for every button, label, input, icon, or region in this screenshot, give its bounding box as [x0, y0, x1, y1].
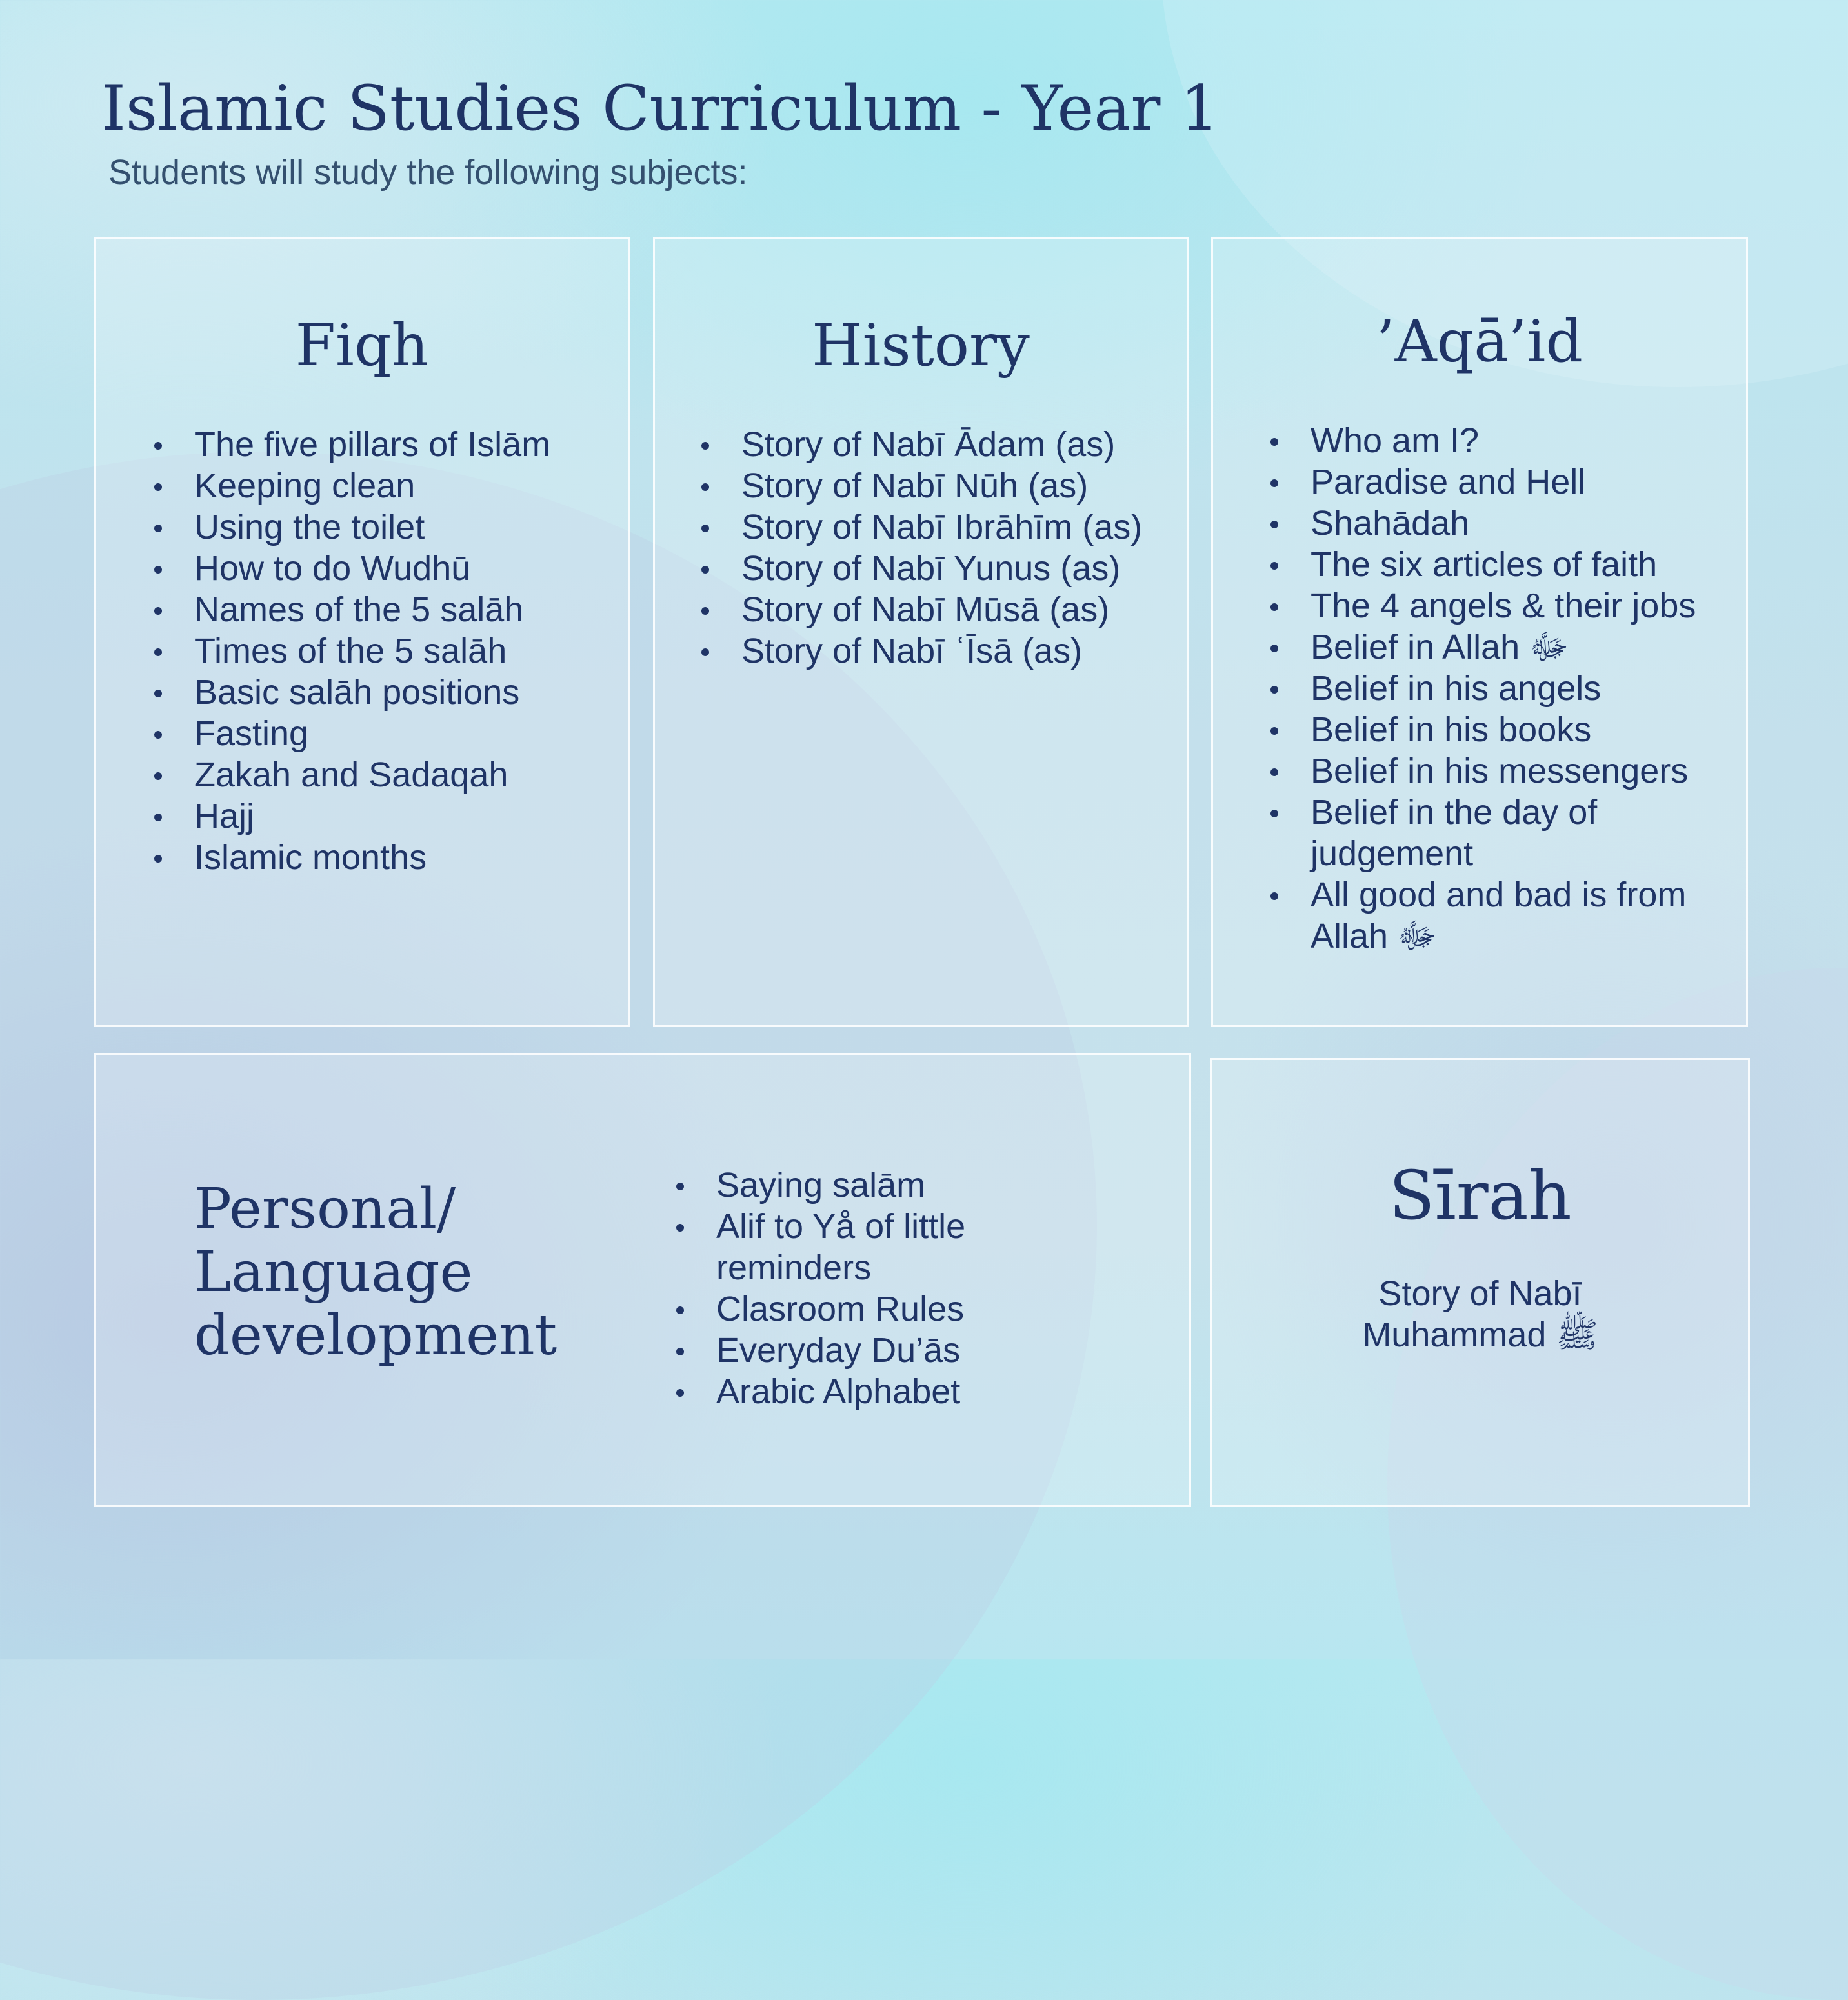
list-item: Who am I?: [1267, 420, 1705, 461]
list-item: Story of Nabī Ādam (as): [698, 424, 1142, 465]
list-item: Story of Nabī Nūh (as): [698, 465, 1142, 506]
list-item: Story of Nabī Mūsā (as): [698, 589, 1142, 630]
list-item: Clasroom Rules: [672, 1288, 1034, 1330]
personal-title: [194, 1177, 556, 1367]
list-item: Everyday Du’ās: [672, 1330, 1034, 1371]
list-item: Using the toilet: [150, 506, 550, 548]
list-item: Arabic Alphabet: [672, 1371, 1034, 1412]
history-list: [698, 424, 1142, 672]
fiqh-list: [150, 424, 550, 878]
list-item: Basic salāh positions: [150, 672, 550, 713]
page-title: Islamic Studies Curriculum - Year 1: [101, 72, 1220, 145]
personal-title-line: development: [194, 1303, 557, 1368]
aqaid-title: ’Aqā’id: [1376, 308, 1583, 375]
list-item: All good and bad is from Allah ﷻ: [1267, 874, 1705, 957]
list-item: Keeping clean: [150, 465, 550, 506]
list-item: Saying salām: [672, 1165, 1034, 1206]
personal-title-line: Personal/: [194, 1177, 456, 1241]
list-item: Belief in Allah ﷻ: [1267, 626, 1705, 668]
list-item: Story of Nabī ʿĪsā (as): [698, 630, 1142, 672]
list-item: How to do Wudhū: [150, 548, 550, 589]
list-item: Belief in his books: [1267, 709, 1705, 750]
list-item: Story of Nabī Yunus (as): [698, 548, 1142, 589]
personal-list: [672, 1165, 1034, 1412]
history-panel: [653, 237, 1189, 1027]
sirah-panel: [1210, 1058, 1750, 1507]
list-item: Belief in the day of judgement: [1267, 792, 1705, 874]
personal-title-line: Language: [194, 1240, 473, 1305]
page-subtitle: Students will study the following subjects:: [108, 153, 748, 192]
aqaid-panel: [1211, 237, 1748, 1027]
aqaid-list: [1267, 420, 1705, 957]
list-item: Paradise and Hell: [1267, 461, 1705, 503]
fiqh-title: Fiqh: [295, 312, 429, 379]
list-item: Fasting: [150, 713, 550, 754]
sirah-text-line: Story of Nabī: [1378, 1274, 1582, 1313]
sirah-title: Sīrah: [1389, 1156, 1572, 1235]
list-item: Belief in his messengers: [1267, 750, 1705, 792]
list-item: Islamic months: [150, 837, 550, 878]
fiqh-panel: [94, 237, 630, 1027]
list-item: Hajj: [150, 795, 550, 837]
list-item: Zakah and Sadaqah: [150, 754, 550, 795]
list-item: Names of the 5 salāh: [150, 589, 550, 630]
history-title: History: [812, 312, 1030, 379]
list-item: Shahādah: [1267, 503, 1705, 544]
list-item: The five pillars of Islām: [150, 424, 550, 465]
sirah-text-line: Muhammad ﷺ: [1362, 1315, 1598, 1354]
list-item: Times of the 5 salāh: [150, 630, 550, 672]
list-item: Story of Nabī Ibrāhīm (as): [698, 506, 1142, 548]
sirah-text: [1277, 1273, 1683, 1355]
list-item: The six articles of faith: [1267, 544, 1705, 585]
list-item: Belief in his angels: [1267, 668, 1705, 709]
personal-panel: [94, 1053, 1191, 1507]
list-item: The 4 angels & their jobs: [1267, 585, 1705, 626]
list-item: Alif to Yå of little reminders: [672, 1206, 1034, 1288]
